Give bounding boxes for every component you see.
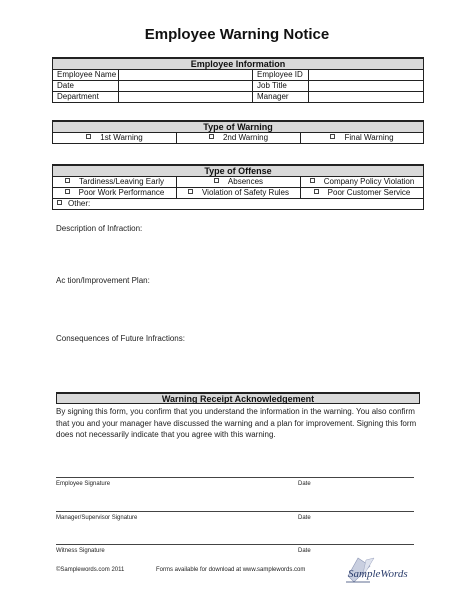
poor-performance-option[interactable] bbox=[53, 188, 177, 199]
manager-signature-line[interactable] bbox=[56, 511, 414, 512]
receipt-header: Warning Receipt Acknowledgement bbox=[56, 392, 420, 404]
checkbox-icon[interactable] bbox=[330, 134, 335, 139]
consequences-label: Consequences of Future Infractions: bbox=[56, 334, 185, 343]
checkbox-icon[interactable] bbox=[314, 189, 319, 194]
job-title-field[interactable] bbox=[309, 81, 424, 92]
absences-option[interactable] bbox=[177, 177, 301, 188]
receipt-text: By signing this form, you confirm that you understand the information in the warning. You also confirm that you and your manager have discussed the warning and a plan for improvement. Signing this form does not necessarily indicate that you agree with this warning. bbox=[56, 407, 417, 439]
option-label: 1st Warning bbox=[100, 133, 143, 142]
tardiness-option[interactable] bbox=[53, 177, 177, 188]
table-row bbox=[53, 188, 424, 199]
second-warning-option[interactable] bbox=[177, 133, 301, 144]
logo-text: SampleWords bbox=[348, 568, 408, 580]
checkbox-icon[interactable] bbox=[65, 178, 70, 183]
table-row bbox=[53, 177, 424, 188]
manager-signature-label: Manager/Supervisor Signature bbox=[56, 515, 138, 521]
final-warning-option[interactable] bbox=[301, 133, 424, 144]
policy-violation-option[interactable] bbox=[301, 177, 424, 188]
date-field[interactable] bbox=[119, 81, 253, 92]
witness-date-label: Date bbox=[298, 548, 311, 554]
witness-signature-line[interactable] bbox=[56, 544, 414, 545]
option-label: Tardiness/Leaving Early bbox=[79, 177, 164, 186]
employee-signature-line[interactable] bbox=[56, 477, 414, 478]
employee-date-label: Date bbox=[298, 481, 311, 487]
employee-name-label: Employee Name bbox=[53, 70, 119, 81]
first-warning-option[interactable] bbox=[53, 133, 177, 144]
manager-label: Manager bbox=[253, 92, 309, 103]
type-of-warning-header: Type of Warning bbox=[53, 121, 424, 133]
employee-id-field[interactable] bbox=[309, 70, 424, 81]
other-label: Other: bbox=[68, 199, 91, 208]
manager-field[interactable] bbox=[309, 92, 424, 103]
checkbox-icon[interactable] bbox=[65, 189, 70, 194]
department-label: Department bbox=[53, 92, 119, 103]
job-title-label: Job Title bbox=[253, 81, 309, 92]
checkbox-icon[interactable] bbox=[86, 134, 91, 139]
option-label: Absences bbox=[227, 177, 264, 186]
checkbox-icon[interactable] bbox=[310, 178, 315, 183]
option-label: Company Policy Violation bbox=[323, 177, 415, 186]
employee-info-header: Employee Information bbox=[53, 58, 424, 70]
option-label: Poor Customer Service bbox=[327, 188, 411, 197]
employee-signature-label: Employee Signature bbox=[56, 481, 111, 487]
other-option[interactable] bbox=[53, 199, 424, 210]
option-label: Violation of Safety Rules bbox=[201, 188, 289, 197]
option-label: Poor Work Performance bbox=[78, 188, 165, 197]
checkbox-icon[interactable] bbox=[57, 200, 62, 205]
table-row bbox=[53, 70, 424, 81]
safety-violation-option[interactable] bbox=[177, 188, 301, 199]
description-label: Description of Infraction: bbox=[56, 224, 143, 233]
option-label: 2nd Warning bbox=[222, 133, 269, 142]
department-field[interactable] bbox=[119, 92, 253, 103]
manager-date-label: Date bbox=[298, 515, 311, 521]
table-row bbox=[53, 133, 424, 144]
table-row bbox=[53, 92, 424, 103]
date-label: Date bbox=[53, 81, 119, 92]
employee-id-label: Employee ID bbox=[253, 70, 309, 81]
option-label: Final Warning bbox=[344, 133, 394, 142]
table-row bbox=[53, 199, 424, 210]
action-plan-label: Ac tion/Improvement Plan: bbox=[56, 276, 150, 285]
table-row bbox=[53, 81, 424, 92]
employee-name-field[interactable] bbox=[119, 70, 253, 81]
forms-note: Forms available for download at www.samplewords.com bbox=[156, 567, 306, 573]
employee-info-table bbox=[52, 57, 424, 103]
checkbox-icon[interactable] bbox=[188, 189, 193, 194]
type-of-offense-table bbox=[52, 164, 424, 210]
type-of-offense-header: Type of Offense bbox=[53, 165, 424, 177]
poor-service-option[interactable] bbox=[301, 188, 424, 199]
checkbox-icon[interactable] bbox=[214, 178, 219, 183]
type-of-warning-table bbox=[52, 120, 424, 144]
checkbox-icon[interactable] bbox=[209, 134, 214, 139]
copyright-text: ©Samplewords.com 2011 bbox=[56, 567, 125, 573]
page-title: Employee Warning Notice bbox=[144, 26, 330, 43]
witness-signature-label: Witness Signature bbox=[56, 548, 105, 554]
